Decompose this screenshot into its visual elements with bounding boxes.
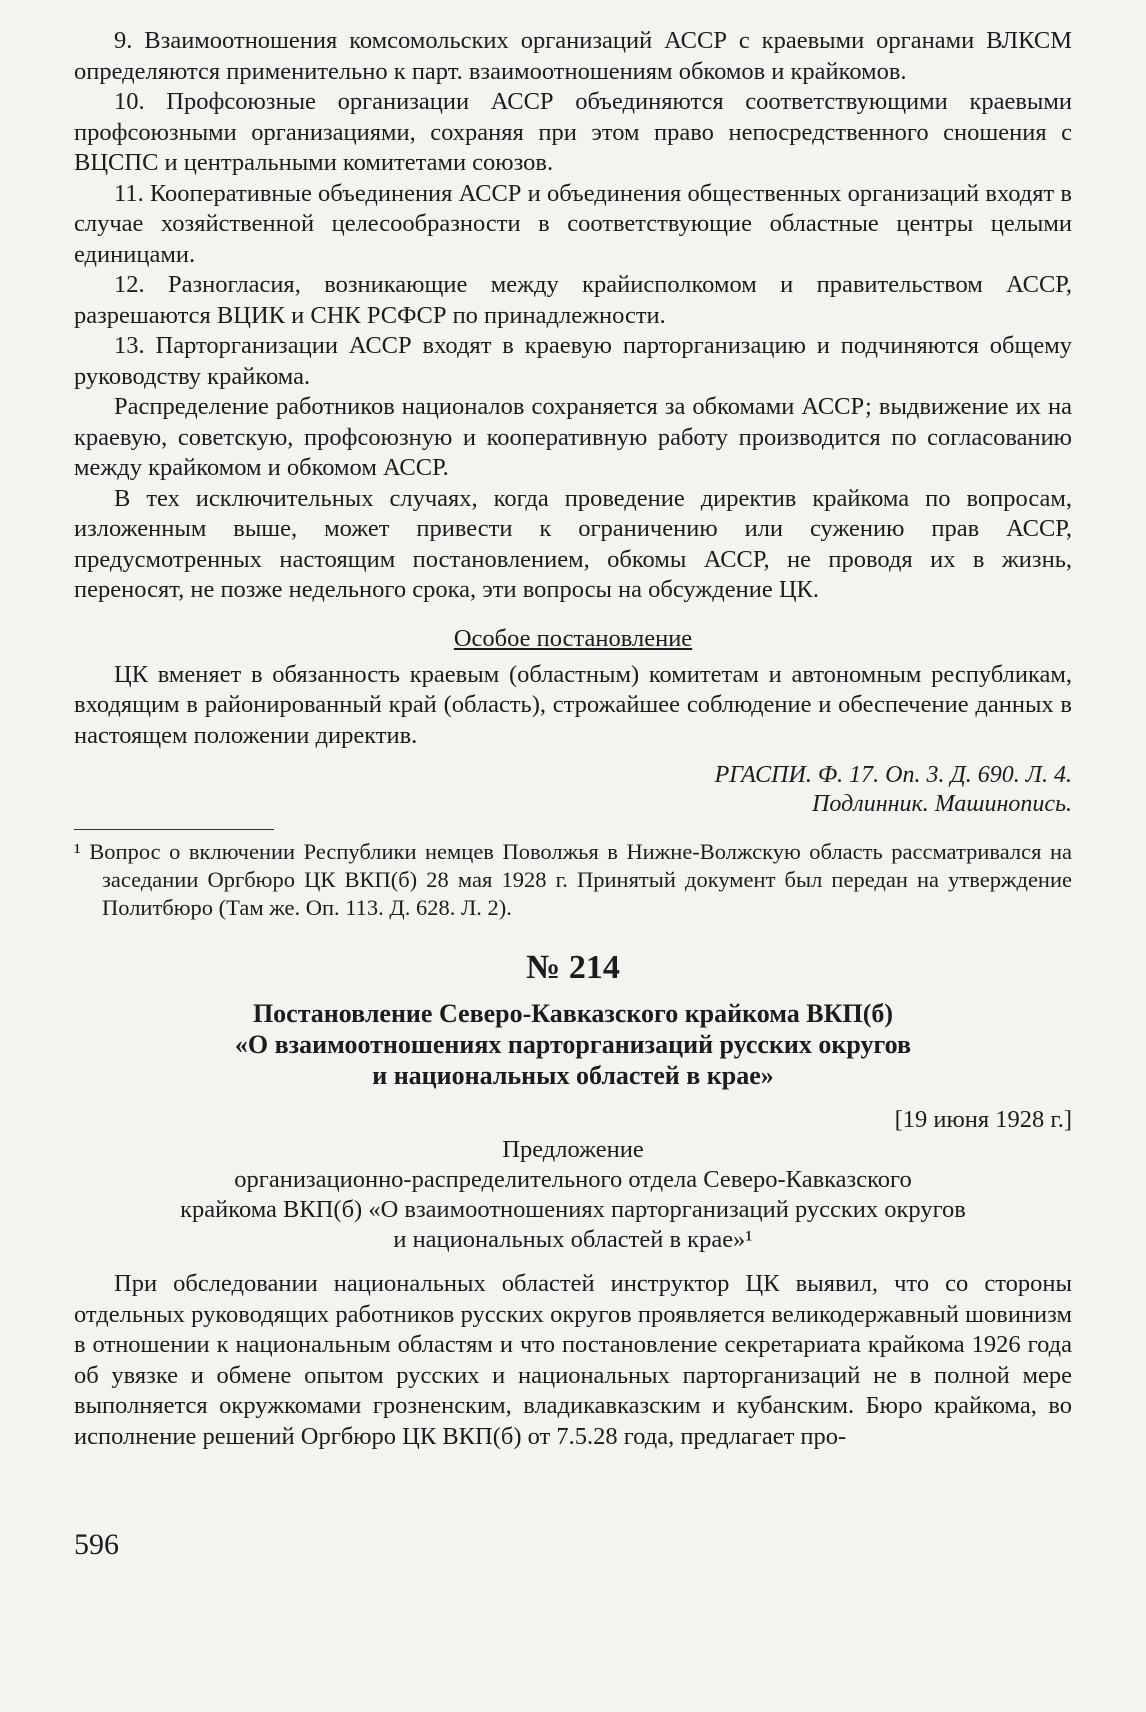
paragraph-exceptions: В тех исключительных случаях, когда проведение директив крайкома по вопросам, изложенным выше, может привести к ограничению или сужению прав АССР, предусмотренных настоящим постановлением, обкомы АССР, не проводя их в жизнь, переносят, не позже недельного срока, эти вопросы на обсуждение ЦК.: [74, 484, 1072, 603]
special-resolution-text: ЦК вменяет в обязанность краевым (областным) комитетам и автономным республикам, входящим в районированный край (область), строжайшее соблюдение и обеспечение данных в настоящем положении директив.: [74, 660, 1072, 749]
paragraph-cadres: Распределение работников националов сохраняется за обкомами АССР; выдвижение их на краевую, советскую, профсоюзную и кооперативную работу производится по согласованию между крайкомом и обкомом АССР.: [74, 393, 1072, 481]
document-date: [19 июня 1928 г.]: [894, 1106, 1072, 1133]
special-resolution-heading: Особое постановление: [453, 624, 693, 652]
proposal-subtitle-line-3: и национальных областей в крае»¹: [393, 1226, 753, 1253]
archive-reference: РГАСПИ. Ф. 17. Оп. 3. Д. 690. Л. 4.: [714, 762, 1072, 788]
proposal-subtitle-line-1: организационно-распределительного отдела Северо-Кавказского: [234, 1166, 912, 1193]
document-title-line-1: Постановление Северо-Кавказского крайкома ВКП(б): [252, 999, 894, 1028]
page-content: [74, 26, 1072, 1452]
document-number: № 214: [526, 949, 620, 986]
paragraph-item-13: 13. Парторганизации АССР входят в краевую парторганизацию и подчиняются общему руководству крайкома.: [74, 332, 1072, 390]
paragraph-item-11: 11. Кооперативные объединения АССР и объединения общественных организаций входят в случае хозяйственной целесообразности в соответствующие областные центры целыми единицами.: [74, 179, 1072, 268]
page-number: 596: [74, 1528, 119, 1561]
footnote-divider: [74, 829, 274, 830]
paragraph-item-10: 10. Профсоюзные организации АССР объединяются соответствующими краевыми профсоюзными организациями, сохраняя при этом право непосредственного сношения с ВЦСПС и центральными комитетами союзов.: [74, 88, 1072, 176]
paragraph-item-12: 12. Разногласия, возникающие между крайисполкомом и правительством АССР, разрешаются ВЦИК и СНК РСФСР по принадлежности.: [74, 271, 1072, 329]
archive-note: Подлинник. Машинопись.: [812, 791, 1072, 817]
paragraph-item-9: 9. Взаимоотношения комсомольских организаций АССР с краевыми органами ВЛКСМ определяются применительно к парт. взаимоотношениям обкомов и крайкомов.: [74, 27, 1072, 85]
proposal-body-text: При обследовании национальных областей инструктор ЦК выявил, что со стороны отдельных руководящих работников русских округов проявляется великодержавный шовинизм в отношении к национальным областям и что постановление секретариата крайкома 1926 года об увязке и обмене опытом русских и национальных парторганизаций не в полной мере выполняется окружкомами грозненским, владикавказским и кубанским. Бюро крайкома, во исполнение решений Оргбюро ЦК ВКП(б) от 7.5.28 года, предлагает про-: [74, 1270, 1072, 1450]
proposal-subtitle-line-2: крайкома ВКП(б) «О взаимоотношениях парторганизаций русских округов: [180, 1196, 966, 1223]
document-title-line-2: «О взаимоотношениях парторганизаций русских округов: [234, 1030, 912, 1059]
document-title-line-3: и национальных областей в крае»: [372, 1061, 774, 1090]
footnote: ¹ Вопрос о включении Республики немцев Поволжья в Нижне-Волжскую область рассматривался на заседании Оргбюро ЦК ВКП(б) 28 мая 1928 г. Принятый документ был передан на утверждение Политбюро (Там же. Оп. 113. Д. 628. Л. 2).: [74, 839, 1072, 920]
proposal-heading: Предложение: [502, 1136, 644, 1163]
